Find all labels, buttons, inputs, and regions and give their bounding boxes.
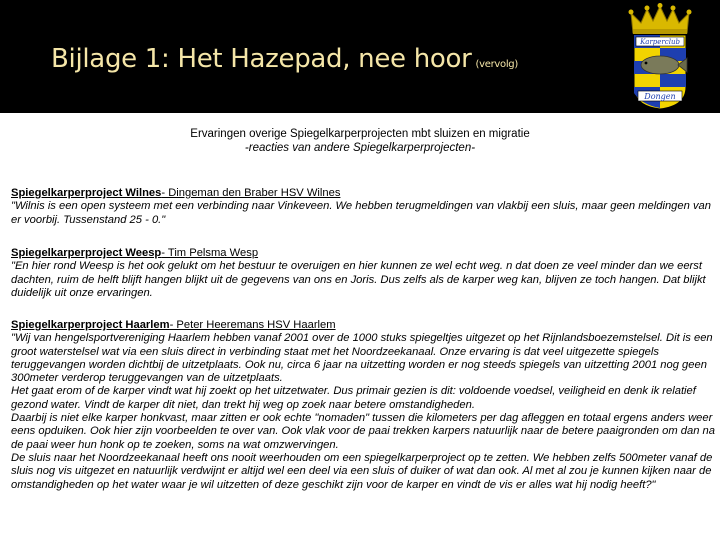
section-paragraph: "En hier rond Weesp is het ook gelukt om het bestuur te overuigen en hier kunnen ze wel echt weg. n dat doen ze veel minder dan we eerst dachten, ruim de helft blijft hangen blijkt uit de gegevens van ons en Joris. Dus zelfs als de karper weg kan, blijven ze toch hangen. Dat blijkt duidelijk uit onze ervaringen. <box>11 260 706 299</box>
project-name: Spiegelkarperproject Haarlem <box>11 319 170 331</box>
section-paragraph: Daarbij is niet elke karper honkvast, maar zitten er ook echte "nomaden" tussen die kilometers per dag afleggen en totaal ergens anders weer eens opduiken. Ook hier zijn voorbeelden te over van. Ook vlak voor de paai trekken karpers natuurlijk naar de betere paaigronden om dan na de paai weer hun honk op te zoeken, soms na wat omzwervingen. <box>11 412 715 451</box>
project-contact: - Tim Pelsma Wesp <box>161 247 259 259</box>
section-paragraph: De sluis naar het Noordzeekanaal heeft ons nooit weerhouden om een spiegelkarperproject op te zetten. We hebben zelfs 500meter vanaf de sluis nog vis uitgezet en natuurlijk verdwijnt er altijd wel een deel via een sluis of duiker of wat dan ook. Al met al zou je kunnen kijken naar de omstandigheden op het water waar je wil uitzetten of deze geschikt zijn voor de karper en vindt de vis er alles wat hij nodig heeft?" <box>11 451 713 491</box>
slide-title-suffix: (vervolg) <box>475 59 518 70</box>
section-heading <box>11 187 717 200</box>
project-contact: - Peter Heeremans HSV Haarlem <box>169 319 336 331</box>
document-title: Ervaringen overige Spiegelkarperprojecten mbt sluizen en migratie <box>190 128 530 140</box>
slide-title-text: Bijlage 1: Het Hazepad, nee hoor <box>51 44 472 74</box>
section-weesp <box>11 247 717 300</box>
shield-icon <box>634 35 687 109</box>
slide-title <box>51 44 518 74</box>
project-name: Spiegelkarperproject Wilnes <box>11 187 162 199</box>
project-contact: - Dingeman den Braber HSV Wilnes <box>161 187 341 199</box>
section-paragraph: "Wilnis is een open systeem met een verbinding naar Vinkeveen. We hebben terugmeldingen van vlakbij een sluis, maar geen meldingen van er voorbij. Tussenstand 25 - 0." <box>11 200 711 226</box>
logo-bottom-text: Dongen <box>644 92 676 101</box>
project-name: Spiegelkarperproject Weesp <box>11 247 162 259</box>
slide-header <box>0 0 720 113</box>
section-wilnes <box>11 187 717 227</box>
section-heading <box>11 319 717 332</box>
section-paragraph: "Wij van hengelsportvereniging Haarlem hebben vanaf 2001 over de 1000 stuks spiegeltjes uitgezet op het Rijnlandsboezemstelsel. Dit is een groot waterstelsel wat via een sluis direct in verbinding staat met het Noordzeekanaal. Onze ervaring is dat veel uitgezette spiegels teruggevangen worden dichtbij de uitzetplaats. Ook nu, circa 6 jaar na uitzetting worden er nog steeds spiegels van uitzetting 2001 nog geen 300meter verderop teruggevangen van de uitzetplaats. <box>11 332 713 385</box>
carp-icon <box>641 56 679 74</box>
section-haarlem <box>11 319 717 492</box>
section-heading <box>11 247 717 260</box>
crown-icon <box>629 3 692 34</box>
document-subtitle: -reacties van andere Spiegelkarperprojecten- <box>244 142 476 154</box>
karperclub-dongen-logo <box>627 3 693 111</box>
logo-top-text: Karperclub <box>640 38 680 46</box>
section-paragraph: Het gaat erom of de karper vindt wat hij zoekt op het uitzetwater. Dus primair gezien is dit: voldoende voedsel, veiligheid en denk ik relatief gezond water. Vindt de karper dit niet, dan trekt hij weg op zoek naar betere omstandigheden. <box>11 385 696 411</box>
